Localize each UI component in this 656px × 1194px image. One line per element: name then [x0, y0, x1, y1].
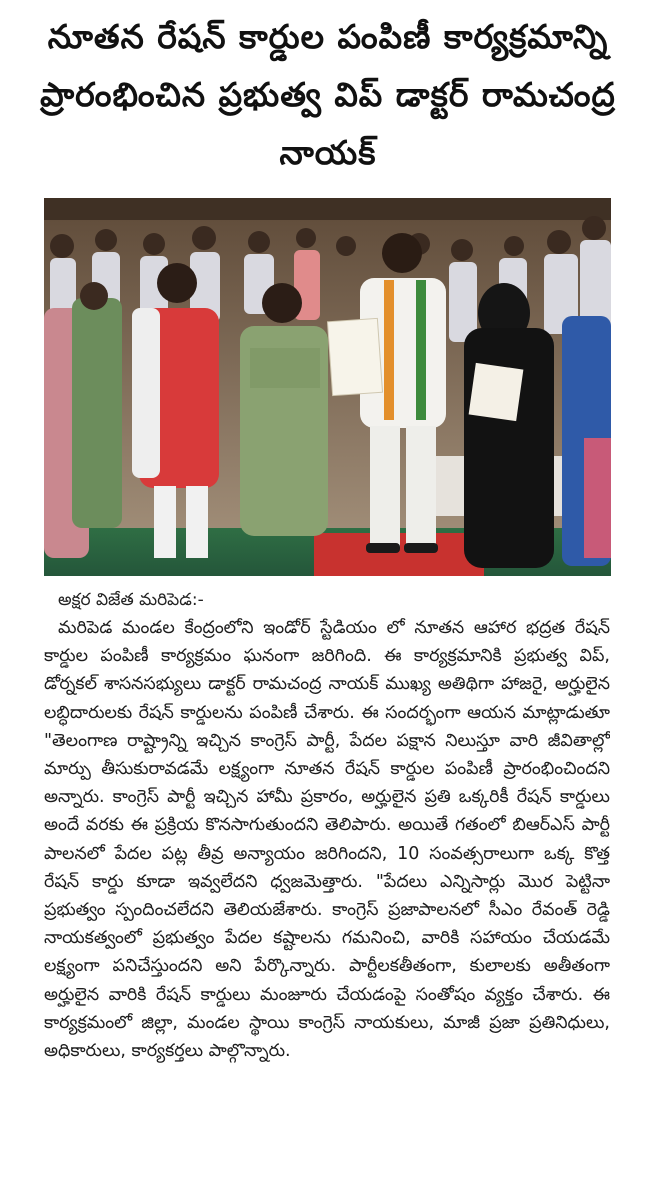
ration-card-distribution-photo — [44, 198, 611, 576]
headline: నూతన రేషన్ కార్డుల పంపిణీ కార్యక్రమాన్ని ప్రారంభించిన ప్రభుత్వ విప్ డాక్టర్ రామచంద్ర నాయక్ — [40, 17, 616, 172]
ration-card-certificate — [327, 318, 382, 395]
dateline: అక్షర విజేత మరిపెడ:- — [58, 590, 204, 610]
article-body: మరిపెడ మండల కేంద్రంలోని ఇండోర్ స్టేడియం లో నూతన ఆహార భద్రత రేషన్ కార్డుల పంపిణీ కార్యక్రమం ఘనంగా జరిగింది. ఈ కార్యక్రమానికి ప్రభుత్వ విప్, డోర్నకల్ శాసనసభ్యులు డాక్టర్ రామచంద్ర నాయక్ ముఖ్య అతిథిగా హాజరై, అర్హులైన లబ్ధిదారులకు రేషన్ కార్డులను పంపిణీ చేశారు. ఈ సందర్భంగా ఆయన మాట్లాడుతూ "తెలంగాణ రాష్ట్రాన్ని ఇచ్చిన కాంగ్రెస్ పార్టీ, పేదల పక్షాన నిలుస్తూ వారి జీవితాల్లో మార్పు తీసుకురావడమే లక్ష్యంగా నూతన రేషన్ కార్డుల పంపిణీ ప్రారంభించిందని అన్నారు. కాంగ్రెస్ పార్టీ ఇచ్చిన హామీ ప్రకారం, అర్హులైన ప్రతి ఒక్కరికీ రేషన్ కార్డులు అందే వరకు ఈ ప్రక్రియ కొనసాగుతుందని తెలిపారు. అయితే గతంలో బిఆర్ఎస్ పార్టీ పాలనలో పేదల పట్ల తీవ్ర అన్యాయం జరిగిందని, 10 సంవత్సరాలుగా ఒక్క కొత్త రేషన్ కార్డు కూడా ఇవ్వలేదని ధ్వజమెత్తారు. "పేదలు ఎన్నిసార్లు మొర పెట్టినా ప్రభుత్వం స్పందించలేదని తెలియజేశారు. కాంగ్రెస్ ప్రజాపాలనలో సీఎం రేవంత్ రెడ్డి నాయకత్వంలో ప్రభుత్వం పేదల కష్టాలను గమనించి, వారికి సహాయం చేయడమే లక్ష్యంగా పనిచేస్తుందని అని పేర్కొన్నారు. పార్టీలకతీతంగా, కులాలకు అతీతంగా అర్హులైన వారికి రేషన్ కార్డులు మంజూరు చేయడంపై సంతోషం వ్యక్తం చేశారు. ఈ కార్యక్రమంలో జిల్లా, మండల స్థాయి కాంగ్రెస్ నాయకులు, మాజీ ప్రజా ప్రతినిధులు, అధికారులు, కార్యకర్తలు పాల్గొన్నారు. — [44, 618, 610, 1062]
scarf — [384, 280, 394, 420]
ration-card-held — [469, 363, 524, 421]
ceiling-strip — [44, 198, 611, 220]
